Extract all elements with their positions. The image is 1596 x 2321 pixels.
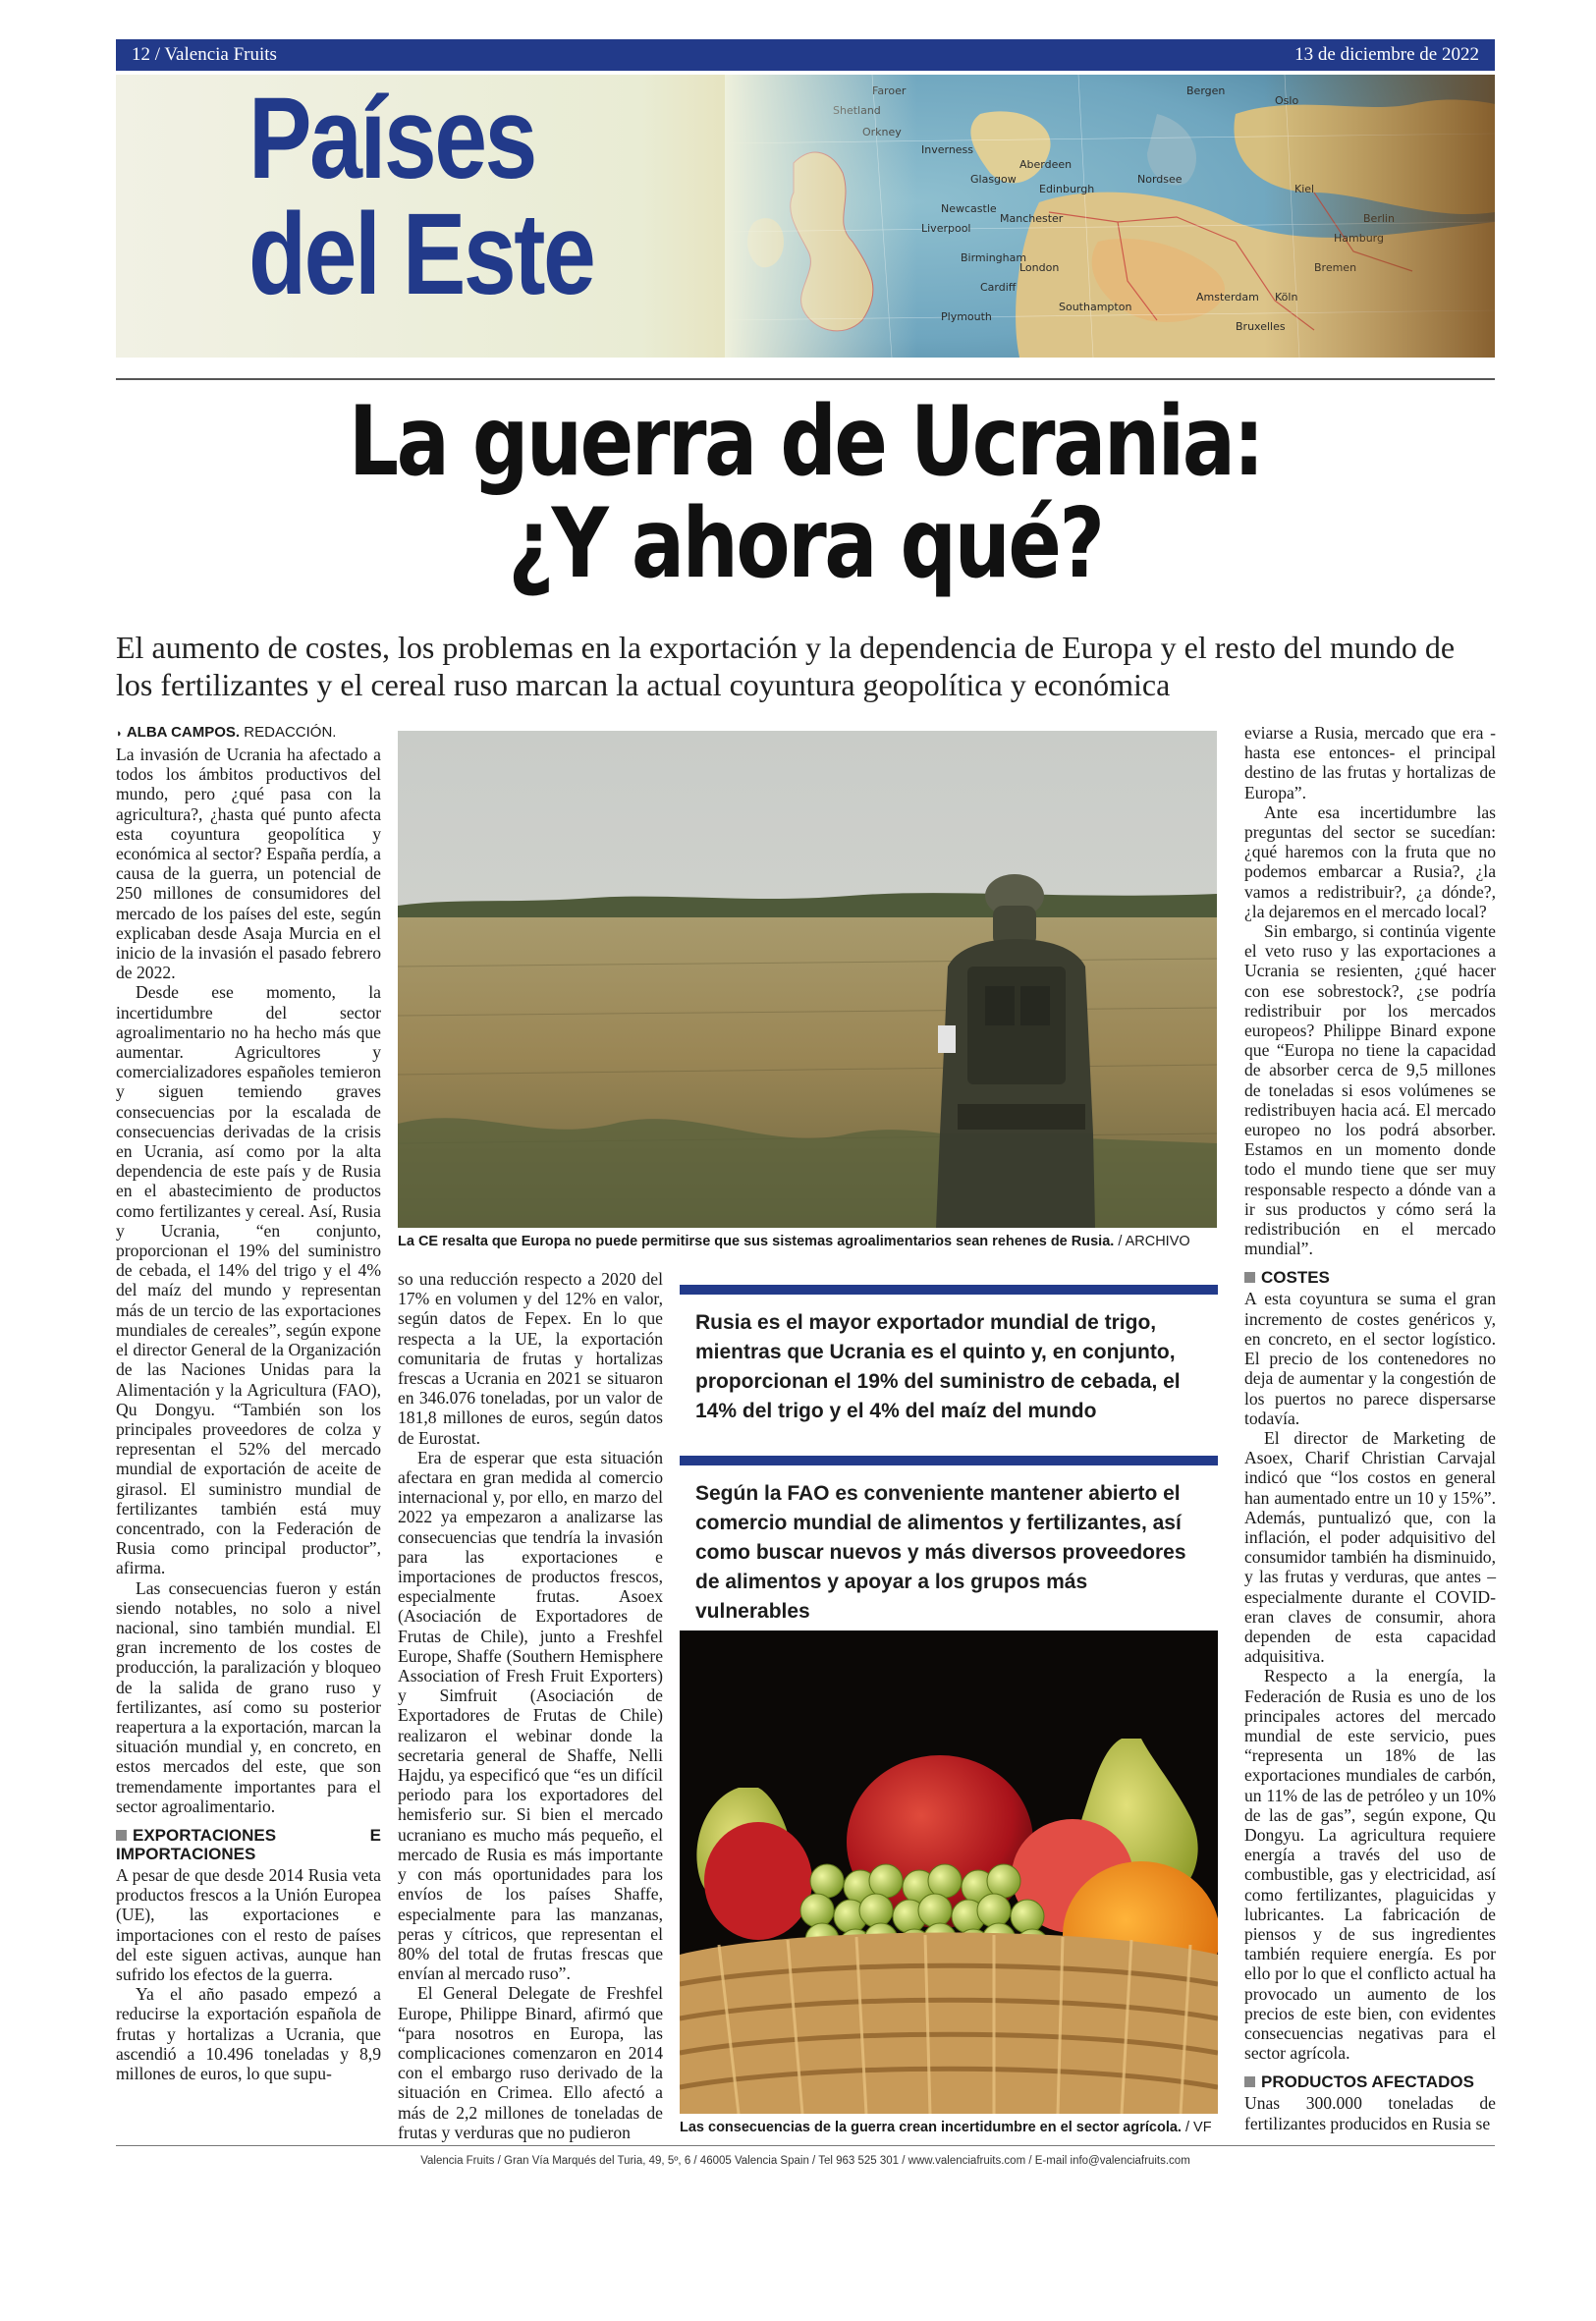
headline-line-1: La guerra de Ucrania: bbox=[348, 386, 1263, 498]
paragraph: Las consecuencias fueron y están siendo notables, no solo a nivel nacional, sino también mundial. El gran incremento de los costes de producción, la paralización y bloqueo de la salida de grano ruso y fertilizantes, así como su posterior reapertura a la exportación, marcan la situación mundial y, en concreto, en estos mercados del este, que son tremendamente importantes para el sector agroalimentario. bbox=[116, 1577, 381, 1816]
paragraph: A esta coyuntura se suma el gran incremento de costes genéricos y, en concreto, en el sector logístico. El precio de los contenedores no deja de aumentar y la congestión de los puertos no parece dispersarse todavía. bbox=[1244, 1289, 1496, 1428]
soldier-field-image bbox=[398, 731, 1217, 1228]
subhead: EXPORTACIONES E IMPORTACIONES bbox=[116, 1825, 381, 1863]
article-column-4 bbox=[1244, 723, 1496, 2133]
headline-line-2: ¿Y ahora qué? bbox=[508, 488, 1103, 600]
soldier-field-photo bbox=[398, 731, 1217, 1228]
article-standfirst: El aumento de costes, los problemas en la exportación y la dependencia de Europa y el resto del mundo de los fertilizantes y el cereal ruso marcan la actual coyuntura geopolítica y económica bbox=[116, 630, 1456, 702]
footer-rule bbox=[116, 2145, 1495, 2146]
paragraph: Ya el año pasado empezó a reducirse la exportación española de frutas y hortalizas a Ucrania, que ascendió a 10.496 toneladas y 8,9 millones de euros, lo que supu- bbox=[116, 1984, 381, 2083]
paragraph: Sin embargo, si continúa vigente el veto ruso y las exportaciones a Ucrania se resienten, ¿qué hacer con ese sobrestock?, ¿se podría redistribuir por los mercados europeos? Philippe Binard expone que “Europa no tiene la capacidad de absorber cerca de 9,5 millones de toneladas si esos volúmenes se redistribuyen hacia acá. El mercado europeo no los podrá absorber. Estamos en un momento donde todo el mundo tiene que ser muy responsable respecto a dónde van a ir sus productos y cómo será la redistribución en el mercado mundial”. bbox=[1244, 921, 1496, 1259]
paragraph: Unas 300.000 toneladas de fertilizantes producidos en Rusia se bbox=[1244, 2093, 1496, 2133]
page-folio: 12 / Valencia Fruits bbox=[132, 44, 277, 65]
byline: ◗ ALBA CAMPOS. REDACCIÓN. bbox=[116, 724, 337, 741]
subhead: COSTES bbox=[1244, 1268, 1496, 1287]
photo-caption: La CE resalta que Europa no puede permitirse que sus sistemas agroalimentarios sean rehenes de Rusia. / ARCHIVO bbox=[398, 1234, 1190, 1249]
paragraph: eviarse a Rusia, mercado que era -hasta ese entonces- el principal destino de las frutas y hortalizas de Europa”. bbox=[1244, 723, 1496, 802]
paragraph: so una reducción respecto a 2020 del 17% en volumen y del 12% en valor, según datos de Fepex. En lo que respecta a la UE, la exportación comunitaria de frutas y hortalizas frescas a Ucrania en 2021 se situaron en 346.076 toneladas, por un valor de 181,8 millones de euros, según datos de Eurostat. bbox=[398, 1269, 663, 1448]
paragraph: Desde ese momento, la incertidumbre del sector agroalimentario no ha hecho más que aumentar. Agricultores y comercializadores españoles temieron y siguen temiendo graves consecuencias por la escalada de consecuencias derivadas de la crisis en Ucrania, así como por la alta dependencia de este país y de Rusia en el abastecimiento de productos como fertilizantes y cereal. Así, Rusia y Ucrania, “en conjunto, proporcionan el 19% del suministro de cebada, el 14% del trigo y el 4% del maíz del mundo y representan más de un tercio de las exportaciones mundiales de cereales”, según expone el director General de la Organización de las Naciones Unidas para la Alimentación y la Agricultura (FAO), Qu Dongyu. “También son los principales proveedores de colza y representan el 52% del mercado mundial de exportación de aceite de girasol. El suministro mundial de fertilizantes también está muy concentrado, con la Federación de Rusia como principal productor”, afirma. bbox=[116, 982, 381, 1578]
header-rule bbox=[116, 378, 1495, 380]
paragraph: La invasión de Ucrania ha afectado a todos los ámbitos productivos del mundo, pero ¿qué pasa con la agricultura?, ¿hasta qué punto afecta esta coyuntura geopolítica y económica al sector? España perdía, a causa de la guerra, un potencial de 250 millones de consumidores del mercado de los países del este, según explicaban desde Asaja Murcia en el inicio de la invasión el pasado febrero de 2022. bbox=[116, 745, 381, 983]
pull-quote-1: Rusia es el mayor exportador mundial de trigo, mientras que Ucrania es el quinto y, en conjunto, proporcionan el 19% del suministro de cebada, el 14% del trigo y el 4% del maíz del mundo bbox=[680, 1285, 1218, 1426]
square-bullet-icon bbox=[1244, 1272, 1255, 1283]
page-header-bar bbox=[116, 39, 1495, 71]
photo-caption: Las consecuencias de la guerra crean incertidumbre en el sector agrícola. / VF bbox=[680, 2120, 1212, 2135]
article-column-2 bbox=[398, 1269, 663, 2142]
square-bullet-icon bbox=[116, 1830, 127, 1841]
fruit-basket-image bbox=[680, 1630, 1218, 2114]
paragraph: Respecto a la energía, la Federación de Rusia es uno de los principales actores del mercado mundial de este servicio, pues “representa un 18% de las exportaciones mundiales de carbón, un 11% de las de petróleo y un 10% de las de gas”, según expone, Qu Dongyu. La agricultura requiere energía a través del uso de combustible, gas y electricidad, así como fertilizantes, plaguicidas y lubricantes. La fabricación de piensos y de sus ingredientes también requiere energía. Es por ello por lo que el conflicto actual ha provocado un aumento de los precios de este bien, con evidentes consecuencias negativas para el sector agrícola. bbox=[1244, 1666, 1496, 2064]
section-banner bbox=[116, 75, 1495, 358]
europe-map-image bbox=[725, 75, 1495, 358]
article-headline bbox=[116, 386, 1495, 600]
paragraph: El General Delegate de Freshfel Europe, Philippe Binard, afirmó que “para nosotros en Europa, las complicaciones comenzaron en 2014 con el embargo ruso derivado de la situación en Crimea. Ello afectó a más de 2,2 millones de toneladas de frutas y verduras que no pudieron bbox=[398, 1983, 663, 2142]
issue-date: 13 de diciembre de 2022 bbox=[1294, 44, 1479, 65]
pull-quote-2: Según la FAO es conveniente mantener abierto el comercio mundial de alimentos y fertilizantes, así como buscar nuevos y más diversos proveedores de alimentos y apoyar a los grupos más vulnerables bbox=[680, 1456, 1218, 1627]
section-title: Países del Este bbox=[248, 75, 594, 319]
subhead: PRODUCTOS AFECTADOS bbox=[1244, 2072, 1496, 2091]
paragraph: Ante esa incertidumbre las preguntas del sector se sucedían: ¿qué haremos con la fruta que no podemos embarcar a Rusia?, ¿la vamos a redistribuir?, ¿a dónde?, ¿la dejaremos en el mercado local? bbox=[1244, 801, 1496, 921]
square-bullet-icon bbox=[1244, 2076, 1255, 2087]
byline-marker-icon: ◗ bbox=[116, 728, 123, 740]
fruit-basket-photo bbox=[680, 1630, 1218, 2114]
paragraph: El director de Marketing de Asoex, Charif Christian Carvajal indicó que “los costos en general han aumentado entre un 10 y 15%”. Además, puntualizó que, con la inflación, el poder adquisitivo del consumidor también ha disminuido, y las frutas y verduras, que antes – especialmente durante el COVID- eran claves de consumir, ahora dependen de esta capacidad adquisitiva. bbox=[1244, 1427, 1496, 1667]
paragraph: Era de esperar que esta situación afectara en gran medida al comercio internacional y, por ello, en marzo del 2022 ya empezaron a analizarse las consecuencias que tendría la invasión para las exportaciones e importaciones de productos frescos, especialmente frutas. Asoex (Asociación de Exportadores de Frutas de Chile), junto a Freshfel Europe, Shaffe (Southern Hemisphere Association of Fresh Fruit Exporters) y Simfruit (Asociación de Exportadores de Frutas de Chile) realizaron el webinar donde la secretaria general de Shaffe, Nelli Hajdu, ya especificó que “es un difícil periodo para los exportadores del hemisferio sur. Si bien el mercado ucraniano es mucho más pequeño, el mercado de Rusia es más importante y con más oportunidades para los envíos de los países Shaffe, especialmente para las manzanas, peras y cítricos, que representan el 80% del total de frutas frescas que envían al mercado ruso”. bbox=[398, 1447, 663, 1984]
paragraph: A pesar de que desde 2014 Rusia veta productos frescos a la Unión Europea (UE), las exportaciones e importaciones con el resto de países del este siguen activas, aunque han sufrido los efectos de la guerra. bbox=[116, 1864, 381, 1984]
article-column-1 bbox=[116, 723, 381, 2083]
page-footer: Valencia Fruits / Gran Vía Marqués del Turia, 49, 5º, 6 / 46005 Valencia Spain / Tel 963 525 301 / www.valenciafruits.com / E-mail info@valenciafruits.com bbox=[420, 2155, 1190, 2167]
